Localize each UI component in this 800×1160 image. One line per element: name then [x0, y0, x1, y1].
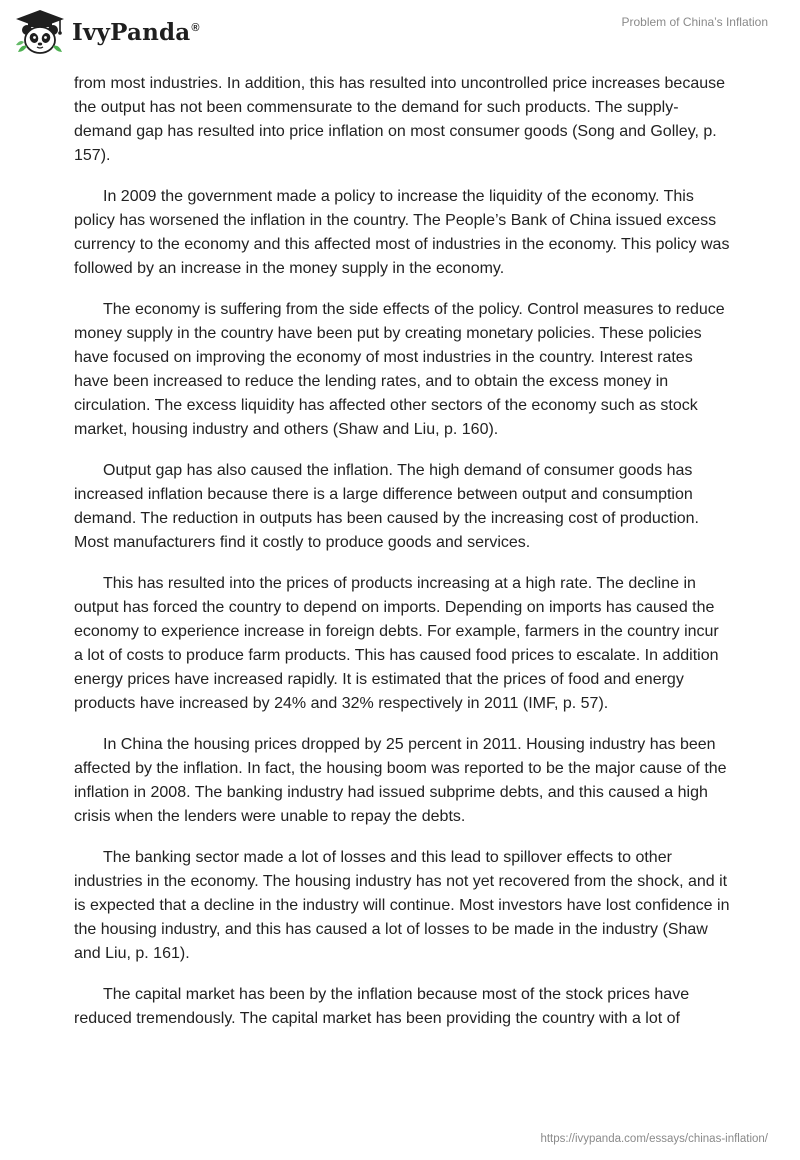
paragraph-2: In 2009 the government made a policy to increase the liquidity of the economy. This policy has worsened the inflation in the country. The People’s Bank of China issued excess currency to the economy and this affected most of industries in the economy. This policy was followed by an increase in the money supply in the economy.	[74, 188, 730, 277]
paragraph-7: The banking sector made a lot of losses and this lead to spillover effects to other industries in the economy. The housing industry has not yet recovered from the shock, and it is expected that a decline in the industry will continue. Most investors have lost confidence in the housing industry, and this has caused a lot of losses to be made in the industry (Shaw and Liu, p. 161).	[74, 849, 730, 962]
panda-graduate-icon	[14, 8, 66, 56]
source-url[interactable]: https://ivypanda.com/essays/chinas-inflation/	[540, 1133, 768, 1145]
ivypanda-logo[interactable]	[14, 8, 200, 56]
paragraph-1: from most industries. In addition, this has resulted into uncontrolled price increases because the output has not been commensurate to the demand for such products. The supply-demand gap has resulted into price inflation on most consumer goods (Song and Golley, p. 157).	[74, 75, 726, 164]
paragraph-6: In China the housing prices dropped by 25 percent in 2011. Housing industry has been affected by the inflation. In fact, the housing boom was reported to be the major cause of the inflation in 2008. The banking industry had issued subprime debts, and this caused a high crisis when the lenders were unable to repay the debts.	[74, 736, 727, 825]
brand-name	[72, 19, 200, 46]
registered-mark: ®	[191, 21, 200, 34]
paragraph-8: The capital market has been by the inflation because most of the stock prices have reduced tremendously. The capital market has been providing the country with a lot of	[74, 986, 690, 1027]
brand-name-text: IvyPanda	[72, 18, 191, 46]
paragraph-3: The economy is suffering from the side effects of the policy. Control measures to reduce money supply in the country have been put by creating monetary policies. These policies have focused on improving the economy of most industries in the country. Interest rates have been increased to reduce the lending rates, and to obtain the excess money in circulation. The excess liquidity has affected other sectors of the economy such as stock market, housing industry and others (Shaw and Liu, p. 160).	[74, 301, 725, 438]
page-header	[0, 0, 800, 64]
document-title: Problem of China’s Inflation	[621, 15, 768, 29]
article-body	[74, 72, 730, 1048]
paragraph-5: This has resulted into the prices of products increasing at a high rate. The decline in output has forced the country to depend on imports. Depending on imports has caused the economy to experience increase in foreign debts. For example, farmers in the country incur a lot of costs to produce farm products. This has caused food prices to escalate. In addition energy prices have increased rapidly. It is estimated that the prices of food and energy products have increased by 24% and 32% respectively in 2011 (IMF, p. 57).	[74, 575, 719, 712]
paragraph-4: Output gap has also caused the inflation. The high demand of consumer goods has increased inflation because there is a large difference between output and consumption demand. The reduction in outputs has been caused by the increasing cost of production. Most manufacturers find it costly to produce goods and services.	[74, 462, 699, 551]
